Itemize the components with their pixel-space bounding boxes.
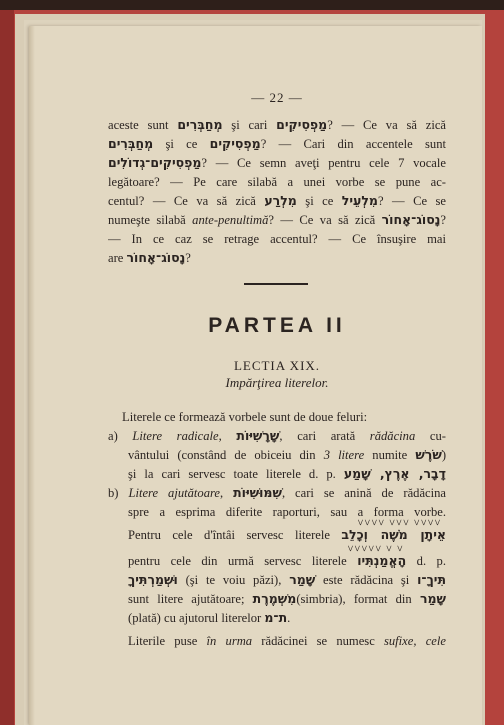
page-gutter (29, 26, 35, 725)
cover-spine-shade (0, 10, 14, 725)
text-span: este rădăcina şi (315, 573, 418, 587)
text-line (128, 590, 446, 608)
page-number: — 22 — (251, 90, 303, 105)
italic-term: ante-penultimă (192, 213, 269, 227)
text-line (128, 571, 446, 589)
hebrew-word: אֵיתָן מֹשֶׁה וְכָלֵב (341, 527, 446, 542)
text-span: numeşte silabă (108, 213, 193, 227)
hebrew-word: שָׁמַר (289, 572, 316, 587)
text-span: spre a esprima diferite raporturi, sau a forma vorbe. (128, 505, 446, 519)
hebrew-word: מִשְׁמֶרֶת (252, 591, 297, 606)
text-line (108, 484, 446, 502)
text-span: , cari se anină de rădăcina (281, 486, 446, 500)
hebrew-word: מַפְסִיקִים (209, 136, 261, 151)
text-line (108, 249, 446, 267)
hebrew-word: ת־מ (264, 610, 288, 625)
text-span: a) (108, 429, 133, 443)
text-line (108, 230, 446, 248)
text-span: (simbria), format din (296, 592, 420, 606)
hebrew-word: הָאֱמַנְתִּיו (357, 553, 407, 568)
text-span: b) (108, 486, 129, 500)
text-line (108, 135, 446, 153)
text-span: (plată) cu ajutorul literelor (128, 611, 265, 625)
text-span: ? — Ce va să zică (268, 213, 382, 227)
hebrew-word: מִלְרַע (264, 193, 297, 208)
text-line (128, 446, 446, 464)
hebrew-word: שֹׁרֶשׁ (415, 447, 442, 462)
text-line (108, 427, 446, 445)
text-span: cu- (415, 429, 446, 443)
text-span: , cari arată (279, 429, 370, 443)
text-line (128, 526, 446, 544)
hebrew-word: דָבָר, אֶרֶץ, שָׁמַע (343, 466, 446, 481)
hebrew-word: שָׁרָשִׁיּוֹת (236, 428, 280, 443)
text-span: şi la cari servesc toate literele d. p. (128, 467, 344, 481)
text-span: (şi te voiu păzi), (177, 573, 290, 587)
text-line (108, 173, 446, 191)
text-span: rădăcinei se numesc (252, 634, 384, 648)
section-divider (244, 283, 308, 285)
hebrew-word: מַפְסִיקִים־גְדוֹלִים (108, 155, 202, 170)
text-span: sunt litere ajutătoare; (128, 592, 253, 606)
italic-term: Litere ajutătoare (128, 486, 221, 500)
italic-term: Litere radicale (132, 429, 219, 443)
text-line (128, 465, 446, 483)
text-line (128, 632, 446, 650)
text-span: centul? — Ce va să zică (108, 194, 265, 208)
hebrew-word: מַפְסִיקִים (276, 117, 328, 132)
italic-term: în urma (206, 634, 253, 648)
text-span: şi ce (153, 137, 210, 151)
text-span: — In ce caz se retrage accentul? — Ce însuşire mai (108, 232, 446, 246)
lesson-subtitle: Impărţirea literelor. (225, 375, 329, 390)
text-span: numite (364, 448, 416, 462)
text-span: ? (185, 251, 191, 265)
vowel-dots: ⋁⋁⋁⋁⋁ ⋁ ⋁ (348, 545, 405, 552)
text-span: ) (441, 448, 446, 462)
text-span: şi cari (222, 118, 277, 132)
hebrew-word: מְחַבְּרִים (177, 117, 223, 132)
text-line (128, 609, 446, 627)
hebrew-word: נָסוֹג־אָחוֹר (381, 212, 441, 227)
vowel-dots: ⋁⋁⋁⋁ ⋁⋁⋁ ⋁⋁⋁⋁ (358, 519, 442, 526)
italic-term: 3 litere (323, 448, 365, 462)
text-span: ? — Ce va să zică (327, 118, 446, 132)
text-span: legătoare? — Pe care silabă a unei vorbe se pune ac- (108, 175, 446, 189)
text-span: Pentru cele d'întâi servesc literele (128, 528, 342, 542)
text-span: Literele ce formează vorbele sunt de doue feluri: (122, 410, 368, 424)
text-span: ? — Cari din accentele sunt (260, 137, 446, 151)
text-line (122, 408, 446, 426)
part-title: PARTEA II (208, 314, 346, 337)
text-span: vântului (constând de obiceiu din (128, 448, 324, 462)
hebrew-word: מְחַבְּרִים (108, 136, 154, 151)
italic-term: rădăcina (369, 429, 416, 443)
hebrew-word: נָסוֹג־אָחוֹר (126, 250, 186, 265)
text-line (128, 552, 446, 570)
text-span: ? — Ce semn aveţi pentru cele 7 vocale (201, 156, 446, 170)
text-line (108, 192, 446, 210)
text-line (108, 211, 446, 229)
text-span: ? — Ce se (377, 194, 446, 208)
text-span: . (287, 611, 291, 625)
hebrew-word: שִׁמּוּשִׁיּוֹת (233, 485, 282, 500)
text-line (108, 116, 446, 134)
text-span: , (220, 486, 234, 500)
text-span: are (108, 251, 127, 265)
text-span: , (218, 429, 237, 443)
hebrew-word: תִּיךָ־ו (417, 572, 446, 587)
text-line (108, 154, 446, 172)
text-span: aceste sunt (108, 118, 178, 132)
text-span: d. p. (406, 554, 446, 568)
italic-term: sufixe, cele (383, 634, 446, 648)
hebrew-word: וּשְׁמַרְתִּיךָ (128, 572, 178, 587)
text-span: şi ce (296, 194, 342, 208)
hebrew-word: מִלְעֵיל (341, 193, 378, 208)
hebrew-word: שָׁמַר (419, 591, 446, 606)
text-span: pentru cele din urmă servesc literele (128, 554, 358, 568)
text-span: Literile puse (128, 634, 207, 648)
text-span: ? (440, 213, 446, 227)
lesson-title: LECTIA XIX. (233, 358, 321, 373)
